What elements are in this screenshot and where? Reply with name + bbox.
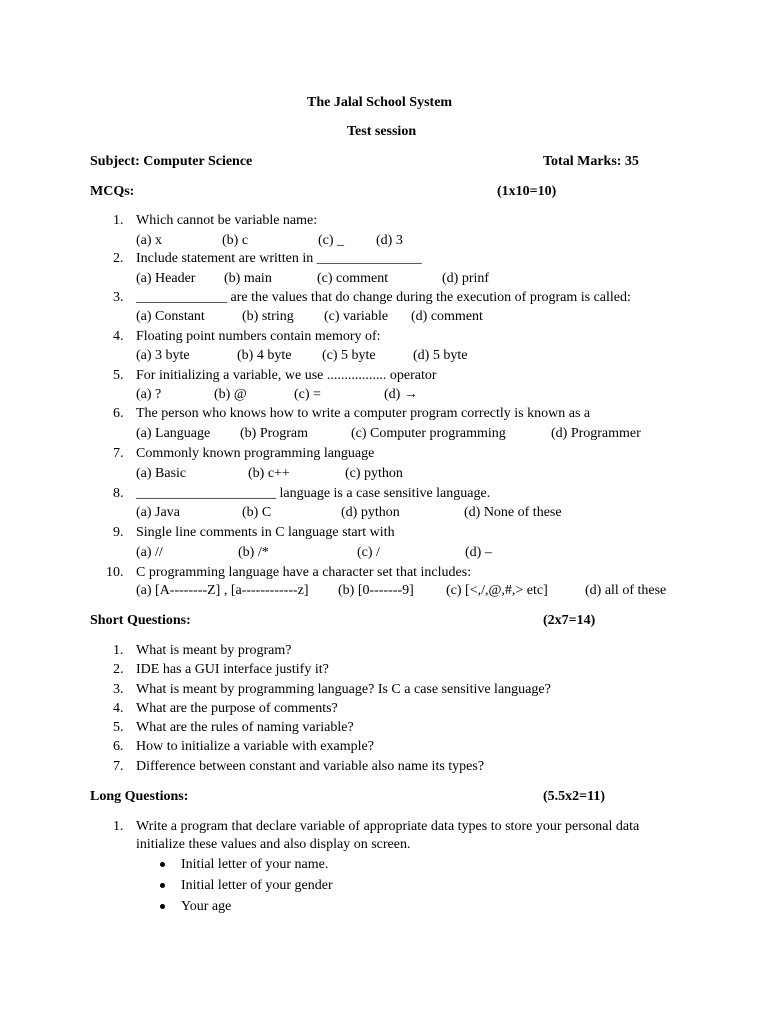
bullet-icon: [160, 883, 165, 888]
mcq-option: (b) c++: [248, 466, 290, 481]
subject-label: Subject: Computer Science: [90, 154, 253, 169]
short-marks: (2x7=14): [543, 613, 596, 628]
short-number: 2.: [113, 662, 124, 677]
mcq-option: (c) Computer programming: [351, 426, 506, 441]
mcq-question: Include statement are written in _______________: [136, 251, 422, 266]
short-question: What is meant by program?: [136, 643, 292, 658]
long-heading: Long Questions:: [90, 789, 189, 804]
mcq-number: 1.: [113, 213, 124, 228]
mcq-number: 7.: [113, 446, 124, 461]
mcq-option: (b) Program: [240, 426, 309, 441]
mcq-option: (a) ?: [136, 387, 162, 402]
bullet-item: Initial letter of your gender: [181, 878, 333, 893]
mcq-option: (c) =: [294, 387, 321, 402]
mcq-option: (d) →: [384, 387, 418, 402]
total-marks: Total Marks: 35: [543, 154, 639, 169]
mcq-number: 4.: [113, 329, 124, 344]
mcq-number: 6.: [113, 406, 124, 421]
mcq-question: _____________ are the values that do change during the execution of program is called:: [136, 290, 631, 305]
mcq-option: (a) Language: [136, 426, 211, 441]
long-number: 1.: [113, 819, 124, 834]
short-number: 5.: [113, 720, 124, 735]
short-number: 1.: [113, 643, 124, 658]
mcq-number: 5.: [113, 368, 124, 383]
short-question: What is meant by programming language? Is C a case sensitive language?: [136, 682, 551, 697]
mcq-question: For initializing a variable, we use ................. operator: [136, 368, 437, 383]
mcq-question: ____________________ language is a case sensitive language.: [136, 486, 491, 501]
short-question: What are the purpose of comments?: [136, 701, 338, 716]
mcq-option: (c) comment: [317, 271, 389, 286]
short-question: What are the rules of naming variable?: [136, 720, 354, 735]
mcq-option: (d) prinf: [442, 271, 490, 286]
long-question-line: initialize these values and also display on screen.: [136, 837, 411, 852]
bullet-item: Initial letter of your name.: [181, 857, 329, 872]
mcq-option: (a) //: [136, 545, 163, 560]
mcq-option: (d) all of these: [585, 583, 667, 598]
mcq-question: Floating point numbers contain memory of:: [136, 329, 381, 344]
mcq-option: (d) –: [465, 545, 492, 560]
mcq-question: The person who knows how to write a computer program correctly is known as a: [136, 406, 591, 421]
long-question-line: Write a program that declare variable of appropriate data types to store your personal data: [136, 819, 640, 834]
short-number: 4.: [113, 701, 124, 716]
mcq-question: Which cannot be variable name:: [136, 213, 318, 228]
mcq-option: (b) string: [242, 309, 294, 324]
mcq-option: (d) python: [341, 505, 400, 520]
mcq-question: C programming language have a character set that includes:: [136, 565, 472, 580]
mcq-question: Commonly known programming language: [136, 446, 375, 461]
mcq-number: 3.: [113, 290, 124, 305]
short-heading: Short Questions:: [90, 613, 191, 628]
mcq-option: (d) comment: [411, 309, 483, 324]
mcq-option: (a) Constant: [136, 309, 205, 324]
short-number: 7.: [113, 759, 124, 774]
mcq-option: (a) Header: [136, 271, 196, 286]
mcq-option: (d) 3: [376, 233, 403, 248]
mcq-heading: MCQs:: [90, 184, 135, 199]
mcq-option: (a) x: [136, 233, 163, 248]
short-question: Difference between constant and variable also name its types?: [136, 759, 485, 774]
mcq-option: (b) [0-------9]: [338, 583, 414, 598]
mcq-option: (c) python: [345, 466, 403, 481]
mcq-marks: (1x10=10): [497, 184, 557, 199]
mcq-option: (b) C: [242, 505, 272, 520]
mcq-number: 2.: [113, 251, 124, 266]
mcq-option: (a) Java: [136, 505, 180, 520]
mcq-number: 9.: [113, 525, 124, 540]
mcq-option: (d) 5 byte: [413, 348, 468, 363]
long-marks: (5.5x2=11): [543, 789, 606, 804]
mcq-option: (c) /: [357, 545, 380, 560]
session-title: Test session: [347, 124, 417, 139]
mcq-option: (a) Basic: [136, 466, 187, 481]
bullet-item: Your age: [181, 899, 232, 914]
mcq-option: (b) c: [222, 233, 249, 248]
mcq-option: (c) [<,/,@,#,> etc]: [446, 583, 548, 598]
short-question: How to initialize a variable with example?: [136, 739, 374, 754]
mcq-option: (a) [A--------Z] , [a------------z]: [136, 583, 309, 598]
mcq-number: 8.: [113, 486, 124, 501]
mcq-number: 10.: [106, 565, 124, 580]
mcq-option: (b) main: [224, 271, 272, 286]
mcq-option: (c) variable: [324, 309, 389, 324]
mcq-option: (d) Programmer: [551, 426, 641, 441]
mcq-option: (c) _: [318, 233, 345, 248]
short-question: IDE has a GUI interface justify it?: [136, 662, 329, 677]
mcq-option: (b) /*: [238, 545, 269, 560]
bullet-icon: [160, 862, 165, 867]
mcq-question: Single line comments in C language start with: [136, 525, 395, 540]
mcq-option: (a) 3 byte: [136, 348, 190, 363]
short-number: 6.: [113, 739, 124, 754]
mcq-option: (c) 5 byte: [322, 348, 376, 363]
short-number: 3.: [113, 682, 124, 697]
mcq-option: (b) 4 byte: [237, 348, 292, 363]
mcq-option: (b) @: [214, 387, 247, 402]
bullet-icon: [160, 904, 165, 909]
school-name: The Jalal School System: [307, 95, 453, 110]
mcq-option: (d) None of these: [464, 505, 562, 520]
